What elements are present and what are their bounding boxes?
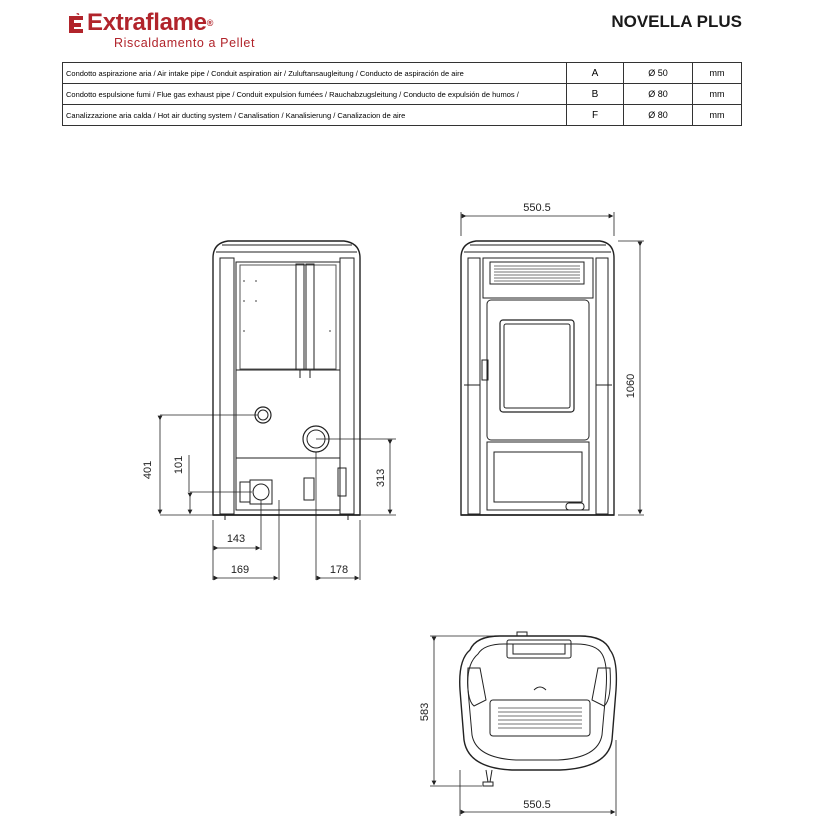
row-diameter: Ø 80 — [624, 84, 693, 105]
registered-mark: ® — [206, 18, 214, 28]
row-unit: mm — [693, 84, 742, 105]
dim-top-depth: 583 — [419, 702, 431, 722]
row-unit: mm — [693, 105, 742, 126]
dim-313: 313 — [375, 468, 387, 488]
dim-front-height: 1060 — [625, 373, 637, 399]
dim-401: 401 — [142, 460, 154, 480]
row-description: Condotto aspirazione aria / Air intake pipe / Conduit aspiration air / Zuluftansaugleitung / Conducto de aspiración de aire — [63, 63, 567, 84]
dim-178: 178 — [329, 564, 349, 576]
dim-169: 169 — [230, 564, 250, 576]
front-view — [461, 241, 614, 515]
row-description: Condotto espulsione fumi / Flue gas exhaust pipe / Conduit expulsion fumées / Rauchabzugsleitung / Conducto de expulsión de humos / — [63, 84, 567, 105]
row-description: Canalizzazione aria calda / Hot air ducting system / Canalisation / Kanalisierung / Canalizacion de aire — [63, 105, 567, 126]
top-dimension-lines — [430, 636, 616, 816]
row-code: B — [567, 84, 624, 105]
rear-view — [213, 241, 360, 520]
brand-tagline: Riscaldamento a Pellet — [114, 36, 256, 50]
row-diameter: Ø 80 — [624, 105, 693, 126]
dim-front-width: 550.5 — [523, 202, 551, 214]
row-code: A — [567, 63, 624, 84]
dim-101: 101 — [173, 455, 185, 475]
dim-top-width: 550.5 — [523, 799, 551, 811]
brand-name: Extraflame — [87, 9, 207, 36]
row-diameter: Ø 50 — [624, 63, 693, 84]
row-code: F — [567, 105, 624, 126]
top-view — [460, 632, 617, 786]
dim-143: 143 — [226, 533, 246, 545]
row-unit: mm — [693, 63, 742, 84]
model-title: NOVELLA PLUS — [611, 12, 742, 31]
